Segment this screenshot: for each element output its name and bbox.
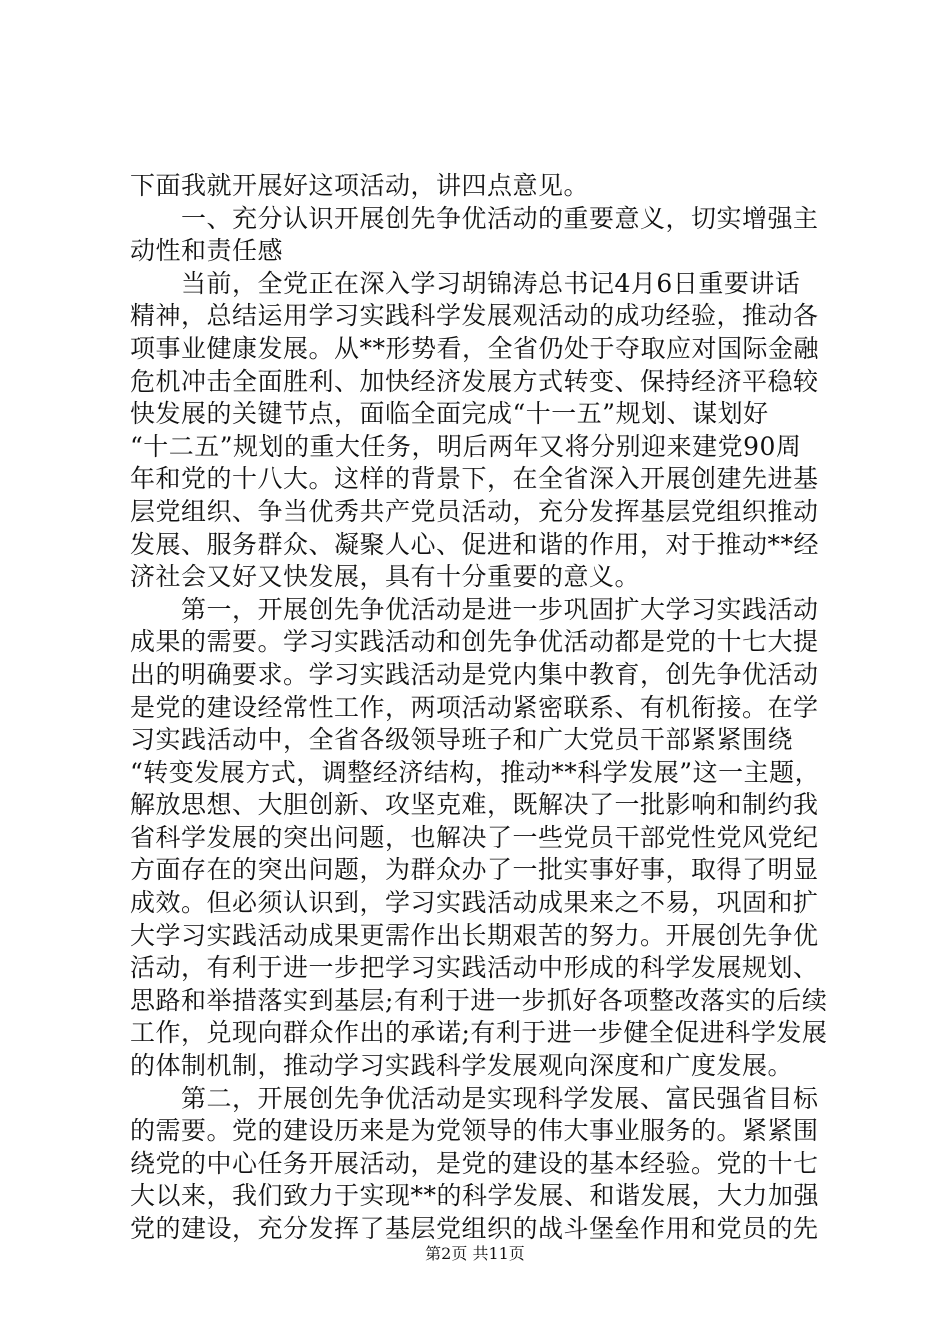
text-line: 第二，开展创先争优活动是实现科学发展、富民强省目标 — [130, 1083, 819, 1113]
text-line: 一、充分认识开展创先争优活动的重要意义，切实增强主 — [130, 203, 819, 233]
text-line: 活动，有利于进一步把学习实践活动中形成的科学发展规划、 — [130, 953, 819, 983]
text-line: 绕党的中心任务开展活动，是党的建设的基本经验。党的十七 — [130, 1148, 819, 1178]
text-line: 动性和责任感 — [130, 236, 284, 266]
document-body — [130, 170, 830, 1246]
text-line: 精神，总结运用学习实践科学发展观活动的成功经验，推动各 — [130, 301, 819, 331]
text-line: “转变发展方式，调整经济结构，推动**科学发展”这一主题， — [130, 757, 821, 787]
text-line: 快发展的关键节点，面临全面完成“十一五”规划、谋划好 — [130, 399, 769, 429]
text-line: 党的建设，充分发挥了基层党组织的战斗堡垒作用和党员的先 — [130, 1214, 819, 1243]
text-line: 习实践活动中，全省各级领导班子和广大党员干部紧紧围绕 — [130, 725, 794, 755]
text-line: 成效。但必须认识到，学习实践活动成果来之不易，巩固和扩 — [130, 888, 819, 918]
text-line: 成果的需要。学习实践活动和创先争优活动都是党的十七大提 — [130, 627, 819, 657]
text-line: 大以来，我们致力于实现**的科学发展、和谐发展，大力加强 — [130, 1181, 820, 1211]
text-line: 层党组织、争当优秀共产党员活动，充分发挥基层党组织推动 — [130, 496, 819, 526]
text-line: 济社会又好又快发展，具有十分重要的意义。 — [130, 562, 641, 592]
text-line: 年和党的十八大。这样的背景下，在全省深入开展创建先进基 — [130, 464, 819, 494]
text-line: 大学习实践活动成果更需作出长期艰苦的努力。开展创先争优 — [130, 920, 819, 950]
text-line: 思路和举措落实到基层;有利于进一步抓好各项整改落实的后续 — [130, 985, 828, 1015]
text-line: 是党的建设经常性工作，两项活动紧密联系、有机衔接。在学 — [130, 692, 819, 722]
text-line: 出的明确要求。学习实践活动是党内集中教育，创先争优活动 — [130, 659, 819, 689]
text-line: 的体制机制，推动学习实践科学发展观向深度和广度发展。 — [130, 1051, 794, 1081]
text-line: 方面存在的突出问题，为群众办了一批实事好事，取得了明显 — [130, 855, 819, 885]
text-line: 发展、服务群众、凝聚人心、促进和谐的作用，对于推动**经 — [130, 529, 820, 559]
text-line: 工作，兑现向群众作出的承诺;有利于进一步健全促进科学发展 — [130, 1018, 828, 1048]
text-line: 当前，全党正在深入学习胡锦涛总书记4月6日重要讲话 — [130, 268, 801, 298]
text-line: 第一，开展创先争优活动是进一步巩固扩大学习实践活动 — [130, 594, 819, 624]
text-line: 项事业健康发展。从**形势看，全省仍处于夺取应对国际金融 — [130, 333, 820, 363]
text-line: 危机冲击全面胜利、加快经济发展方式转变、保持经济平稳较 — [130, 366, 819, 396]
text-line: 省科学发展的突出问题，也解决了一些党员干部党性党风党纪 — [130, 822, 819, 852]
text-line: 的需要。党的建设历来是为党领导的伟大事业服务的。紧紧围 — [130, 1116, 819, 1146]
page-number-footer: 第2页 共11页 — [425, 1244, 525, 1263]
text-line: “十二五”规划的重大任务，明后两年又将分别迎来建党90周 — [130, 431, 802, 461]
text-line: 解放思想、大胆创新、攻坚克难，既解决了一批影响和制约我 — [130, 790, 819, 820]
text-line: 下面我就开展好这项活动，讲四点意见。 — [130, 171, 590, 200]
